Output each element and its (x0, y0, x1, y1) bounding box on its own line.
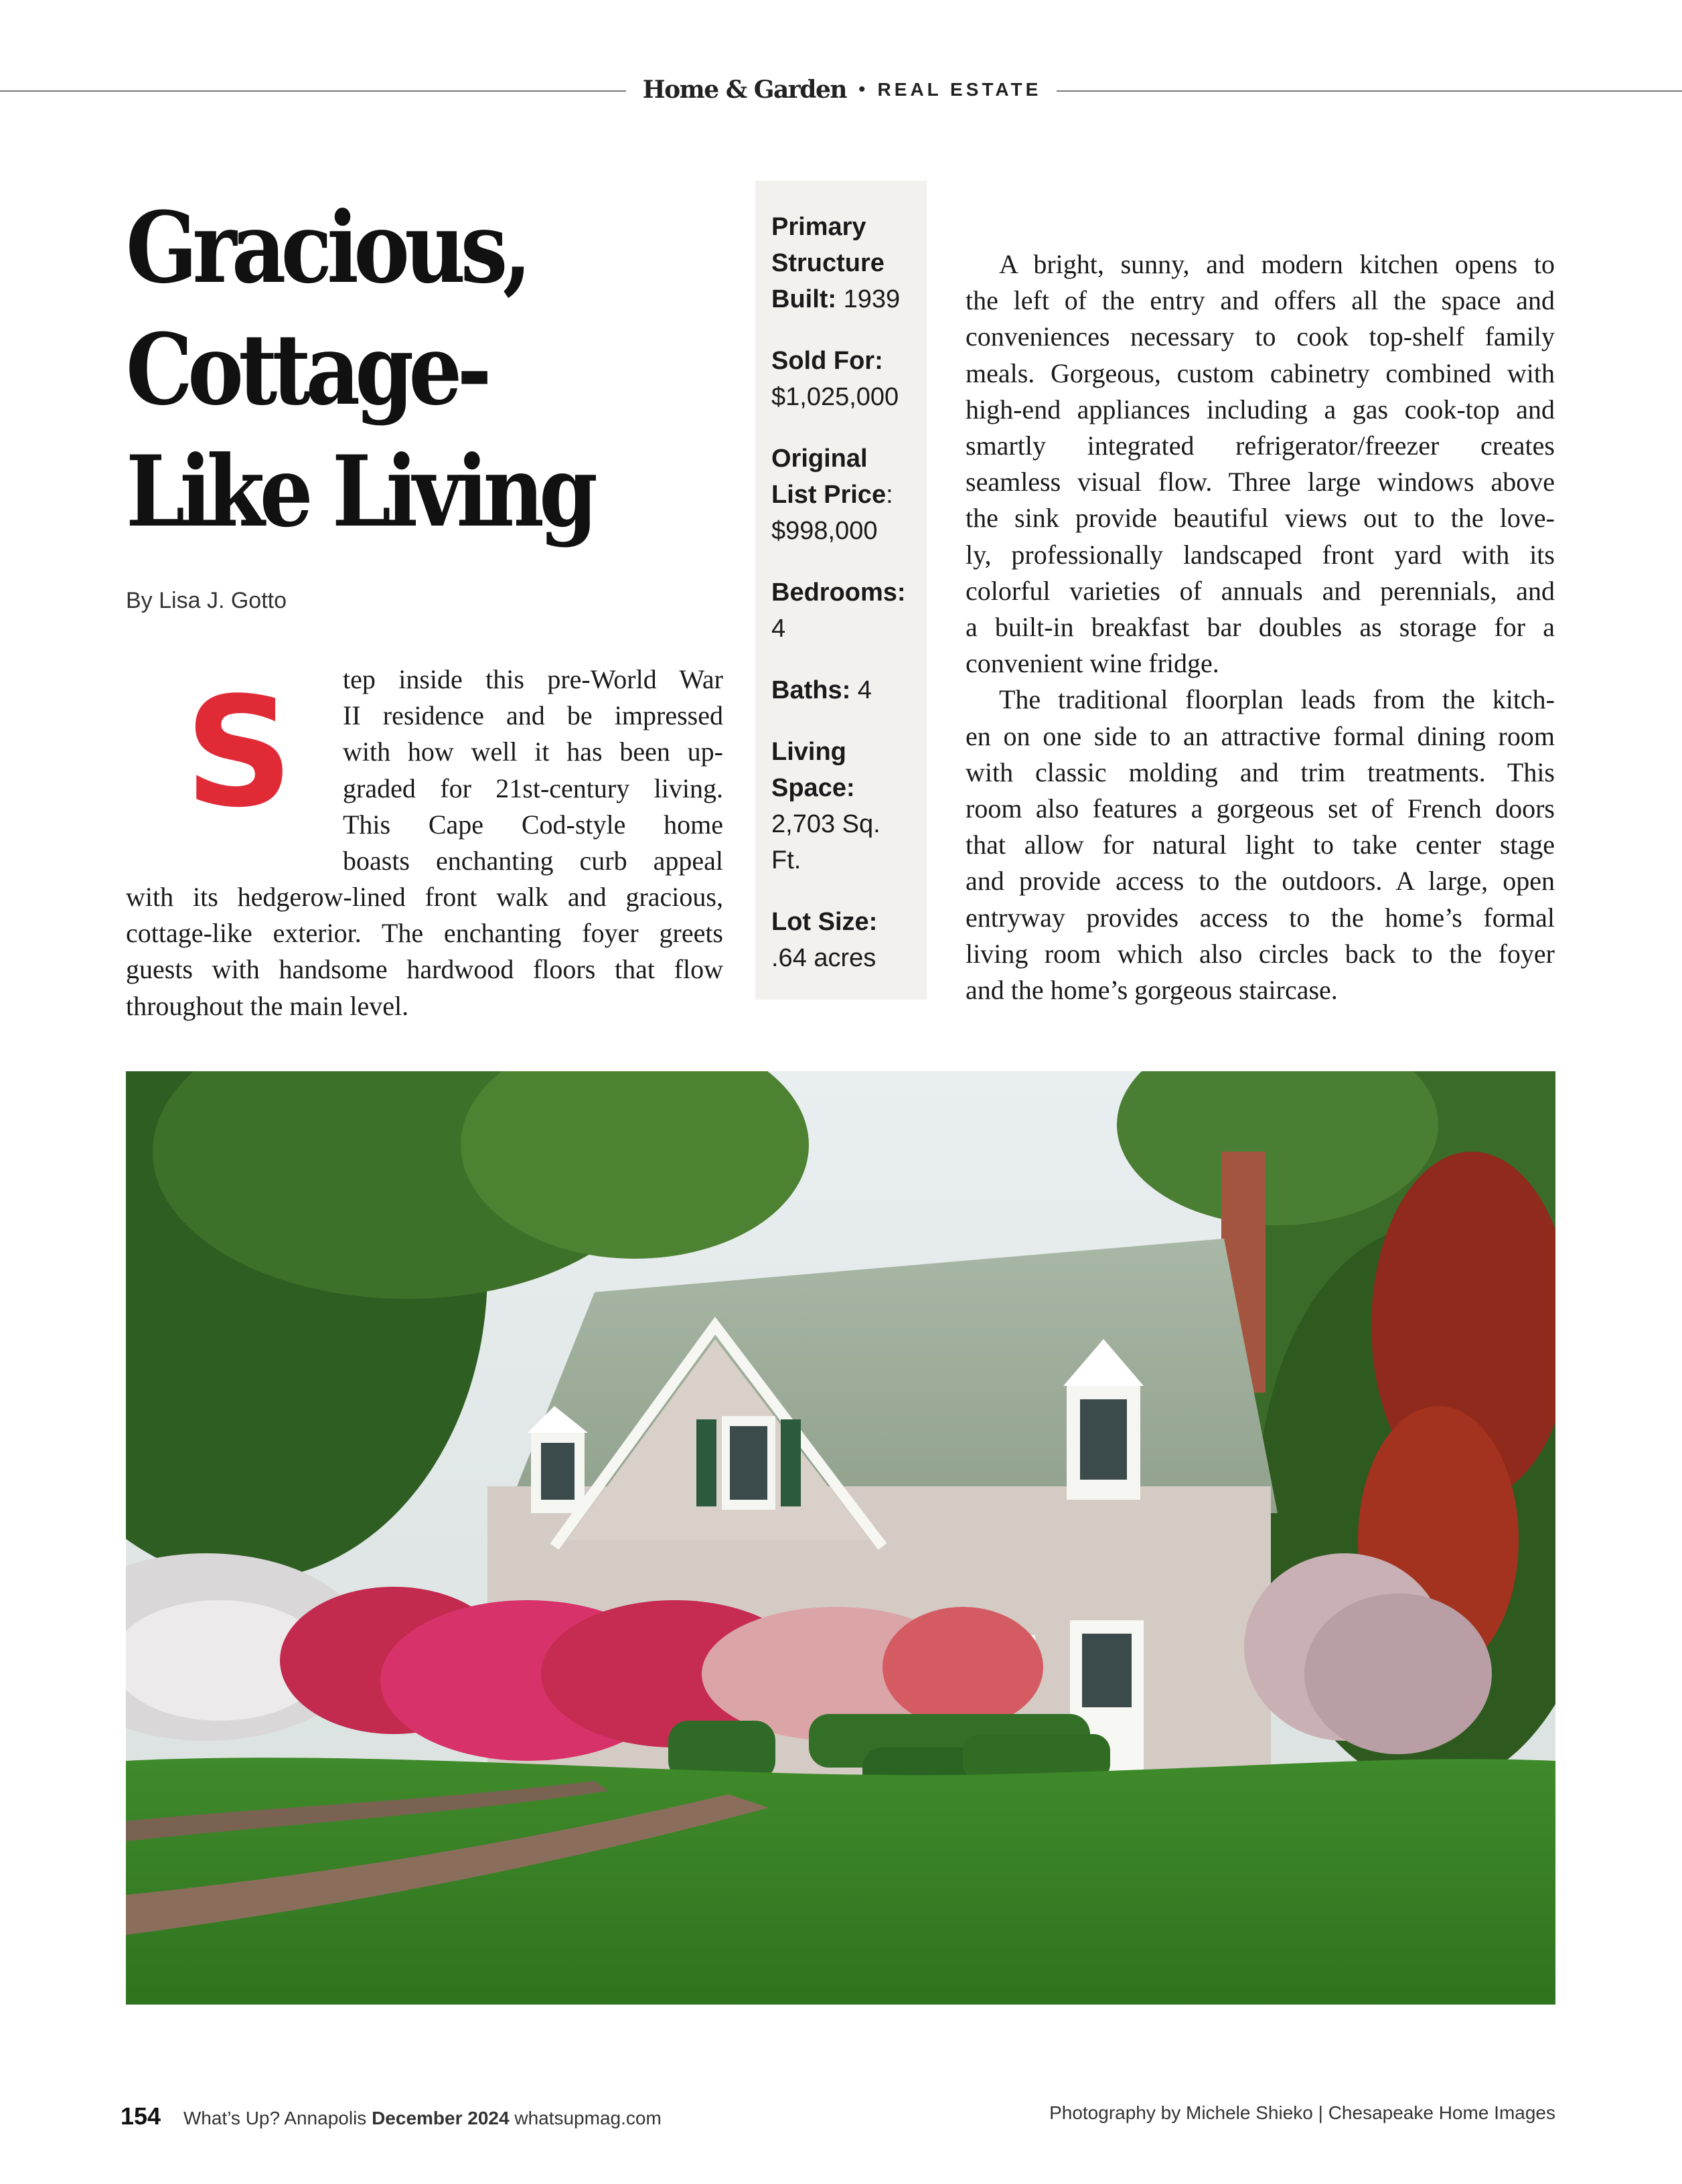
issue-date: December 2024 (372, 2108, 510, 2128)
text-line: and provide access to the outdoors. A large, open (966, 866, 1555, 896)
fact-value: .64 acres (771, 944, 876, 972)
text-line: ly, professionally landscaped front yard with its (966, 539, 1555, 570)
fact-label: Sold For: (771, 347, 883, 375)
byline: By Lisa J. Gotto (126, 588, 287, 613)
header-separator: • (858, 78, 866, 100)
section-category: REAL ESTATE (877, 79, 1042, 100)
fact-value: $998,000 (771, 517, 878, 545)
fact-label: Bedrooms: (771, 578, 906, 607)
lead-paragraph-bottom (126, 879, 723, 1024)
fact-label: Lot Size: (771, 908, 878, 936)
text-line: living room which also circles back to the foyer (966, 938, 1555, 969)
lead-paragraph-top (343, 661, 723, 879)
fact-value: 1939 (836, 285, 901, 313)
text-line: graded for 21st-century living. (343, 773, 723, 803)
fact-sold (771, 343, 911, 415)
title-line: Gracious, (126, 191, 527, 305)
fact-bedrooms (771, 574, 911, 647)
paragraph (966, 682, 1555, 1008)
section-header (633, 70, 1051, 110)
text-line: A bright, sunny, and modern kitchen opens to (999, 249, 1555, 279)
text-line: en on one side to an attractive formal dining room (966, 720, 1555, 751)
article-column-right (966, 246, 1555, 1008)
article-title (126, 187, 593, 553)
text-line: cottage-like exterior. The enchanting foyer greets (126, 918, 723, 949)
text-line: with its hedgerow-lined front walk and gracious, (126, 882, 723, 912)
text-line: the sink provide beautiful views out to the love- (966, 503, 1555, 534)
text-line: colorful varieties of annuals and perennials, and (966, 575, 1555, 606)
page-number: 154 (121, 2102, 161, 2130)
text-line: The traditional floorplan leads from the kitch- (999, 684, 1555, 715)
fact-label: Built: (771, 285, 837, 313)
text-line: a built-in breakfast bar doubles as storage for a (966, 612, 1555, 643)
fact-colon: : (886, 481, 893, 509)
header-rule-left (0, 90, 626, 92)
text-line: seamless visual flow. Three large windows above (966, 467, 1555, 497)
fact-value: Ft. (771, 846, 801, 874)
fact-value: $1,025,000 (771, 383, 899, 411)
fact-lot-size (771, 904, 911, 976)
text-line: conveniences necessary to cook top-shelf family (966, 321, 1555, 352)
section-name: Home & Garden (642, 76, 847, 104)
header-rule-right (1057, 90, 1682, 92)
page-footer-left (121, 2102, 662, 2130)
fact-living-space (771, 734, 911, 878)
fact-value: 2,703 Sq. (771, 810, 881, 838)
text-line: boasts enchanting curb appeal (343, 846, 723, 876)
text-line: II residence and be impressed (343, 700, 723, 731)
fact-label: Structure (771, 249, 885, 277)
text-line: and the home’s gorgeous staircase. (966, 975, 1338, 1006)
fact-label: Space: (771, 774, 855, 802)
drop-cap: S (184, 665, 294, 841)
text-line: room also features a gorgeous set of French doors (966, 793, 1555, 824)
title-line: Cottage- (126, 313, 487, 427)
publication-name: What’s Up? Annapolis (183, 2108, 367, 2128)
fact-label: List Price (771, 481, 887, 509)
text-line: that allow for natural light to take center stage (966, 830, 1555, 860)
text-line: throughout the main level. (126, 990, 409, 1021)
fact-list-price (771, 441, 911, 549)
title-line: Like Living (126, 435, 593, 549)
fact-label: Living (771, 738, 846, 766)
property-facts-box (755, 181, 927, 1000)
text-line: meals. Gorgeous, custom cabinetry combined with (966, 358, 1555, 388)
paragraph (966, 246, 1555, 682)
photo-credit: Photography by Michele Shieko | Chesapeake Home Images (1049, 2102, 1555, 2123)
text-line: the left of the entry and offers all the space and (966, 285, 1555, 316)
text-line: high-end appliances including a gas cook-top and (966, 394, 1555, 424)
text-line: with how well it has been up- (343, 736, 723, 767)
text-line: guests with handsome hardwood floors that flow (126, 954, 723, 985)
text-line: This Cape Cod-style home (343, 809, 723, 840)
text-line: with classic molding and trim treatments. This (966, 757, 1555, 787)
fact-baths (771, 672, 911, 708)
fact-built (771, 209, 911, 317)
fact-label: Original (771, 445, 868, 473)
text-line: entryway provides access to the home’s formal (966, 902, 1555, 933)
website: whatsupmag.com (514, 2108, 662, 2128)
fact-label: Baths: (771, 676, 851, 704)
text-line: convenient wine fridge. (966, 648, 1219, 679)
house-photo (126, 1071, 1555, 2005)
text-line: smartly integrated refrigerator/freezer creates (966, 431, 1555, 461)
fact-label: Primary (771, 213, 866, 241)
text-line: tep inside this pre-World War (343, 664, 723, 694)
fact-value: 4 (850, 676, 872, 704)
fact-value: 4 (771, 615, 786, 643)
